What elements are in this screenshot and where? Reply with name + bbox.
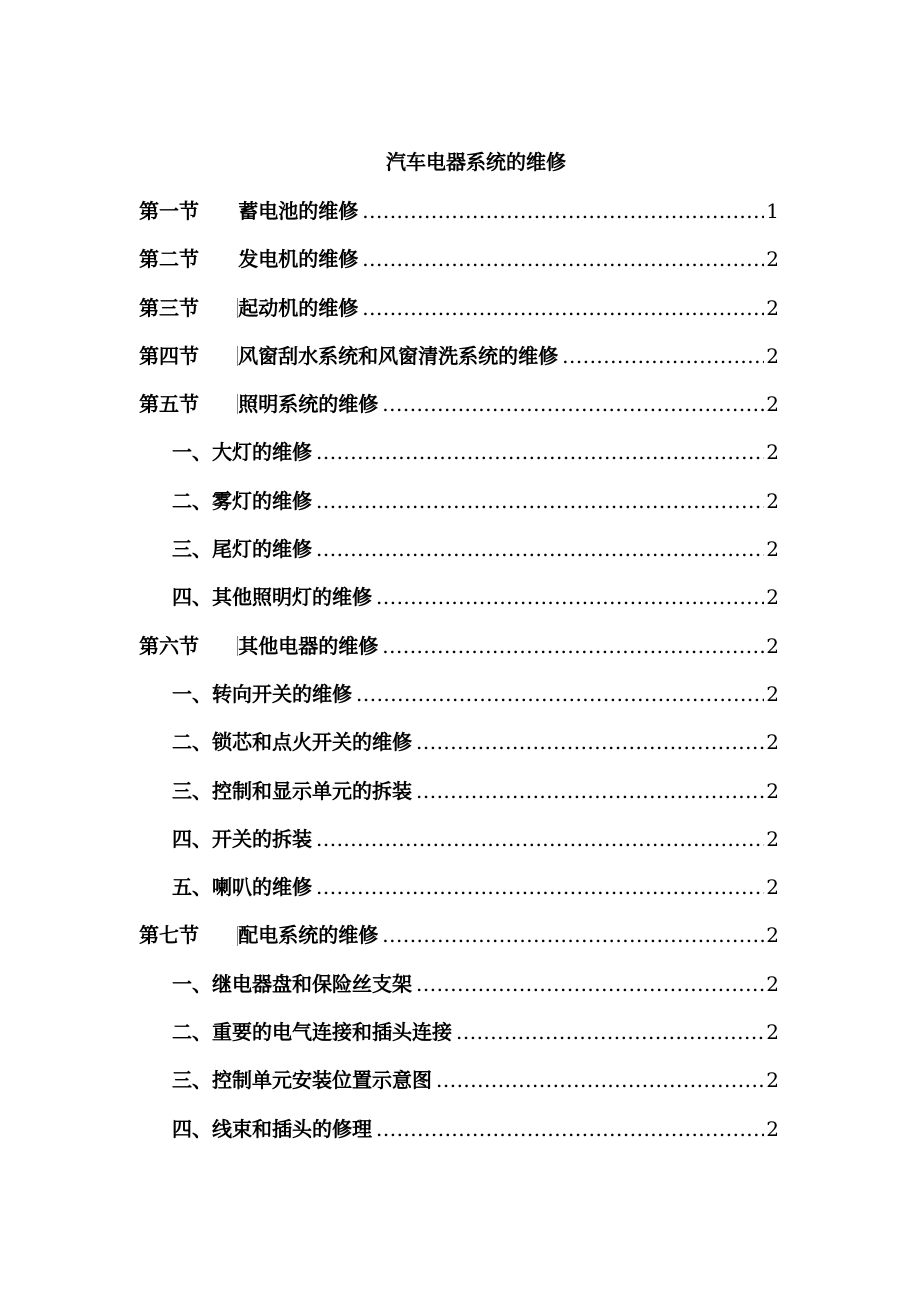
toc-section-entry[interactable] [139, 241, 779, 289]
toc-entry-title: 三、控制单元安装位置示意图 [172, 1068, 432, 1093]
toc-entry-title: 一、继电器盘和保险丝支架 [172, 971, 412, 996]
toc-entry-title: 一、转向开关的维修 [172, 681, 352, 706]
toc-page-number: 2 [766, 778, 779, 803]
toc-entry-title: 三、控制和显示单元的拆装 [172, 778, 412, 803]
toc-page-number: 2 [766, 295, 779, 320]
document-title: 汽车电器系统的维修 [386, 150, 566, 174]
toc-chapter-number: 第四节 [139, 343, 199, 368]
toc-chapter-number: 第七节 [139, 923, 199, 948]
toc-subsection-entry[interactable] [139, 869, 779, 917]
toc-dot-leader [382, 917, 764, 953]
toc-dot-leader [416, 966, 764, 1002]
toc-entry-title: 其他电器的维修 [238, 633, 379, 658]
toc-dot-leader [416, 773, 764, 809]
toc-page-number: 2 [766, 826, 779, 851]
toc-subsection-entry[interactable] [139, 821, 779, 869]
toc-chapter-number: 第六节 [139, 633, 199, 658]
toc-page-number: 2 [766, 730, 779, 755]
toc-page-number: 2 [766, 1116, 779, 1141]
toc-entry-title: 照明系统的维修 [238, 392, 379, 417]
toc-page-number: 1 [766, 199, 779, 223]
toc-dot-leader [382, 386, 764, 422]
toc-subsection-entry[interactable] [139, 1111, 779, 1159]
toc-dot-leader [436, 1062, 764, 1098]
toc-entry-title: 起动机的维修 [238, 295, 359, 320]
toc-entry-title: 一、大灯的维修 [172, 440, 312, 465]
toc-page-number: 2 [766, 392, 779, 417]
toc-page-number: 2 [766, 247, 779, 272]
toc-dot-leader [362, 241, 764, 277]
toc-page-number: 2 [766, 585, 779, 610]
toc-dot-leader [316, 821, 764, 857]
toc-page-number: 2 [766, 1068, 779, 1093]
toc-section-entry[interactable] [139, 628, 779, 676]
toc-page-number: 2 [766, 875, 779, 900]
toc-chapter-number: 第五节 [139, 392, 199, 417]
toc-entry-title: 二、重要的电气连接和插头连接 [172, 1020, 452, 1045]
toc-page-number: 2 [766, 488, 779, 513]
toc-section-entry[interactable] [139, 193, 779, 241]
toc-dot-leader [456, 1014, 764, 1050]
toc-chapter-number: 第二节 [139, 247, 199, 272]
toc-section-entry[interactable] [139, 386, 779, 434]
toc-subsection-entry[interactable] [139, 773, 779, 821]
toc-page-number: 2 [766, 1020, 779, 1045]
toc-section-entry[interactable] [139, 917, 779, 965]
toc-entry-title: 四、开关的拆装 [172, 826, 312, 851]
toc-subsection-entry[interactable] [139, 531, 779, 579]
toc-entry-title: 二、锁芯和点火开关的维修 [172, 730, 412, 755]
toc-page-number: 2 [766, 971, 779, 996]
toc-dot-leader [362, 193, 764, 229]
toc-entry-title: 五、喇叭的维修 [172, 875, 312, 900]
toc-section-entry[interactable] [139, 290, 779, 338]
toc-page-number: 2 [766, 681, 779, 706]
toc-subsection-entry[interactable] [139, 966, 779, 1014]
toc-entry-title: 三、尾灯的维修 [172, 537, 312, 562]
toc-dot-leader [382, 628, 764, 664]
toc-dot-leader [376, 1111, 764, 1147]
toc-dot-leader [316, 434, 764, 470]
table-of-contents [139, 193, 779, 1159]
toc-entry-title: 发电机的维修 [238, 247, 359, 272]
toc-subsection-entry[interactable] [139, 579, 779, 627]
toc-entry-title: 四、线束和插头的修理 [172, 1116, 372, 1141]
toc-chapter-number: 第三节 [139, 295, 199, 320]
toc-page-number: 2 [766, 923, 779, 948]
toc-dot-leader [416, 724, 764, 760]
toc-entry-title: 蓄电池的维修 [238, 199, 359, 223]
toc-subsection-entry[interactable] [139, 676, 779, 724]
toc-entry-title: 配电系统的维修 [238, 923, 379, 948]
toc-dot-leader [316, 483, 764, 519]
toc-subsection-entry[interactable] [139, 724, 779, 772]
toc-dot-leader [356, 676, 764, 712]
toc-subsection-entry[interactable] [139, 1014, 779, 1062]
toc-page-number: 2 [766, 440, 779, 465]
toc-dot-leader [316, 531, 764, 567]
toc-subsection-entry[interactable] [139, 1062, 779, 1110]
toc-dot-leader [562, 338, 764, 374]
toc-entry-title: 四、其他照明灯的维修 [172, 585, 372, 610]
toc-chapter-number: 第一节 [139, 199, 199, 223]
toc-page-number: 2 [766, 343, 779, 368]
toc-entry-title: 二、雾灯的维修 [172, 488, 312, 513]
toc-entry-title: 风窗刮水系统和风窗清洗系统的维修 [238, 343, 559, 368]
toc-dot-leader [316, 869, 764, 905]
toc-dot-leader [376, 579, 764, 615]
toc-page-number: 2 [766, 633, 779, 658]
toc-subsection-entry[interactable] [139, 434, 779, 482]
toc-section-entry[interactable] [139, 338, 779, 386]
toc-dot-leader [362, 290, 764, 326]
toc-subsection-entry[interactable] [139, 483, 779, 531]
toc-page-number: 2 [766, 537, 779, 562]
